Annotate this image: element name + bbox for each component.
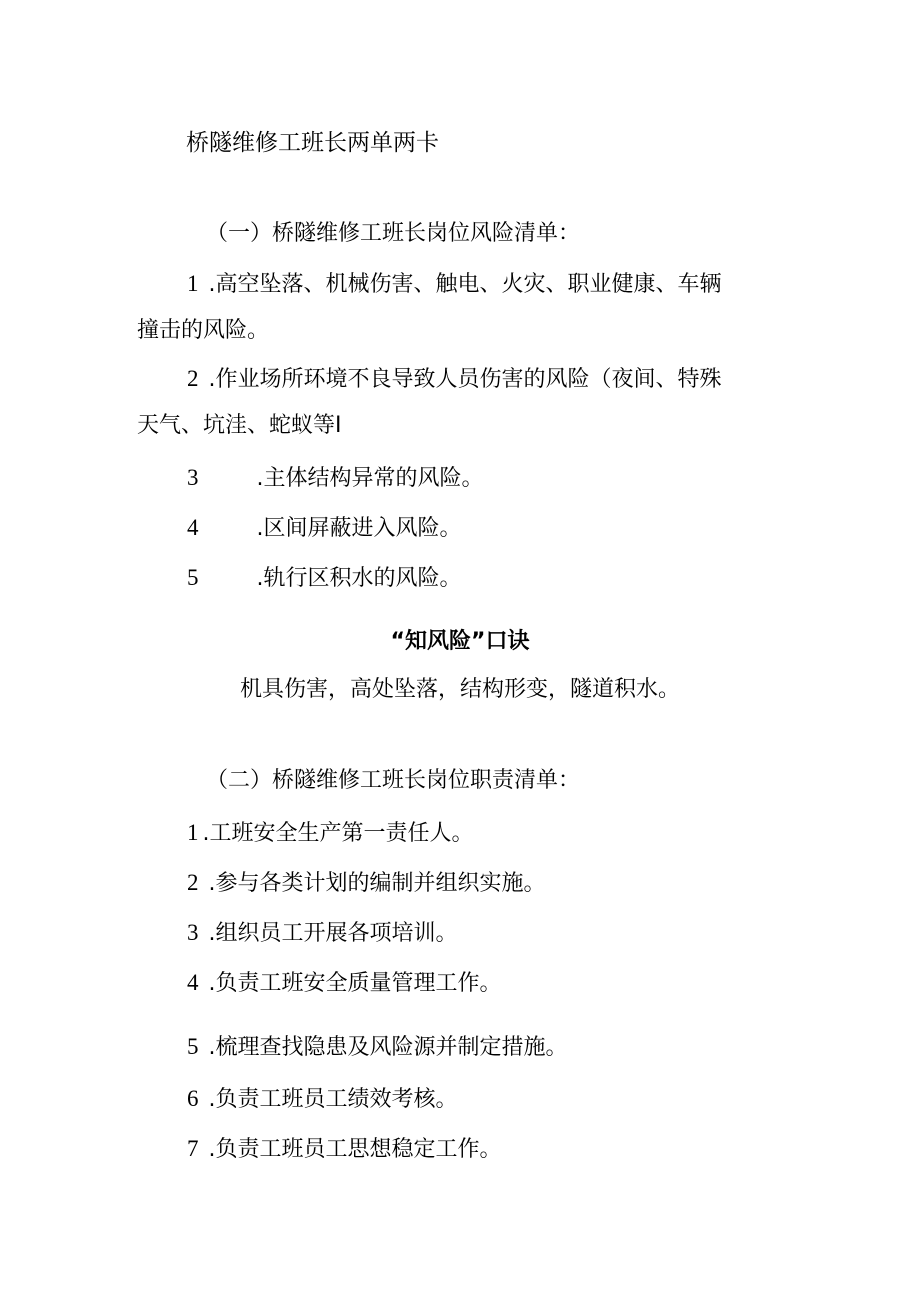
risk-item-number: 1	[187, 271, 199, 296]
duty-item-text: .梳理查找隐患及风险源并制定措施。	[208, 1035, 568, 1060]
duty-item-number: 6	[187, 1086, 199, 1111]
duty-item-number: 5	[187, 1034, 199, 1059]
duty-item-2	[187, 868, 546, 899]
duty-item-5	[187, 1032, 568, 1063]
duty-item-text: .工班安全生产第一责任人。	[202, 821, 474, 846]
risk-item-5	[187, 563, 462, 594]
duty-item-number: 4	[187, 970, 199, 995]
duty-item-number: 7	[187, 1136, 199, 1161]
risk-item-text: .作业场所环境不良导致人员伤害的风险（夜间、特殊	[208, 367, 722, 392]
risk-item-3	[187, 463, 484, 494]
duty-item-6	[187, 1084, 458, 1115]
risk-item-text: .轨行区积水的风险。	[256, 566, 462, 591]
duty-item-7	[187, 1134, 502, 1165]
risk-item-text: .高空坠落、机械伤害、触电、火灾、职业健康、车辆	[208, 272, 722, 297]
duty-item-text: .参与各类计划的编制并组织实施。	[208, 871, 546, 896]
risk-item-number: 2	[187, 366, 199, 391]
mnemonic-heading: “知风险”口诀	[390, 629, 530, 654]
risk-item-text: .区间屏蔽进入风险。	[256, 516, 462, 541]
duty-item-4	[187, 968, 502, 999]
duty-item-number: 3	[187, 920, 199, 945]
duty-list-heading: （二）桥隧维修工班长岗位职责清单：	[206, 768, 581, 793]
risk-item-number: 4	[187, 515, 199, 540]
mnemonic-text: 机具伤害，高处坠落，结构形变，隧道积水。	[239, 677, 680, 702]
duty-item-text: .负责工班安全质量管理工作。	[208, 971, 502, 996]
risk-item-number: 3	[187, 465, 199, 490]
document-title: 桥隧维修工班长两单两卡	[186, 130, 439, 156]
risk-item-text: .主体结构异常的风险。	[256, 466, 484, 491]
risk-item-number: 5	[187, 565, 199, 590]
risk-item-2	[187, 364, 722, 395]
duty-item-text: .负责工班员工绩效考核。	[208, 1087, 458, 1112]
duty-item-text: .组织员工开展各项培训。	[208, 921, 458, 946]
risk-item-4	[187, 513, 462, 544]
duty-item-text: .负责工班员工思想稳定工作。	[208, 1137, 502, 1162]
duty-item-1	[187, 818, 474, 849]
risk-item-1-continuation: 撞击的风险。	[137, 318, 270, 343]
duty-item-number: 1	[187, 820, 199, 845]
risk-list-heading: （一）桥隧维修工班长岗位风险清单：	[206, 221, 581, 246]
duty-item-3	[187, 918, 458, 949]
risk-item-2-continuation: 天气、坑洼、蛇蚁等I	[137, 413, 342, 438]
risk-item-1	[187, 269, 722, 300]
duty-item-number: 2	[187, 870, 199, 895]
